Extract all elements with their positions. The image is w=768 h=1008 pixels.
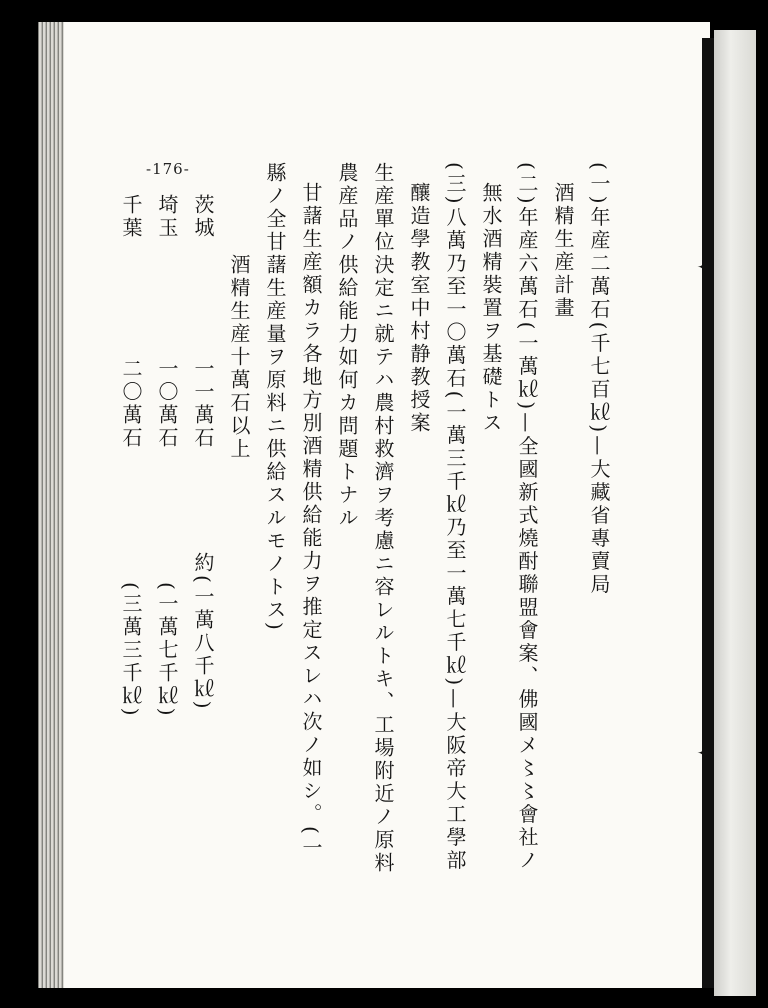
text-column-6: 釀造學教室中村静教授案	[407, 182, 431, 435]
text-column-3: (二)年産六萬石(一萬㎘)—全國新式燒酎聯盟會案、佛國メ〻〻會社ノ	[515, 162, 539, 873]
table-prefecture-chiba: 千葉	[119, 194, 143, 240]
table-prefecture-ibaraki: 茨城	[191, 194, 215, 240]
binding-rod	[702, 38, 714, 988]
page-binding-edge	[38, 22, 64, 988]
text-column-11: 酒精生産十萬石以上	[227, 254, 251, 461]
table-volume-saitama: (一萬七千㎘)	[155, 582, 179, 719]
text-column-8: 農産品ノ供給能力如何カ問題トナル	[335, 162, 359, 530]
table-prefecture-saitama: 埼玉	[155, 194, 179, 240]
table-amount-saitama: 一〇萬石	[155, 358, 179, 450]
table-volume-chiba: (三萬三千㎘)	[119, 582, 143, 719]
text-column-7: 生産單位決定ニ就テハ農村救濟ヲ考慮ニ容レルトキ、工場附近ノ原料	[371, 162, 395, 875]
text-column-10: 縣ノ全甘藷生産量ヲ原料ニ供給スルモノトス)	[263, 162, 287, 633]
text-column-9: 甘藷生産額カラ各地方別酒精供給能力ヲ推定スレハ次ノ如シ。(一	[299, 182, 323, 860]
text-column-5: (三)八萬乃至一〇萬石(一萬三千㎘乃至一萬七千㎘)—大阪帝大工學部	[443, 162, 467, 873]
facing-page-edge	[714, 30, 756, 996]
text-column-2: 酒精生産計畫	[551, 182, 575, 320]
table-amount-chiba: 二〇萬石	[119, 358, 143, 450]
binding-clip-icon: ✦	[696, 255, 714, 279]
table-amount-ibaraki: 一一萬石	[191, 358, 215, 450]
table-volume-ibaraki: 約(一萬八千㎘)	[191, 552, 215, 712]
page-number: -176-	[146, 160, 190, 178]
document-page	[38, 22, 710, 988]
binding-clip-icon: ✦	[696, 741, 714, 765]
text-column-1: (一)年産二萬石(千七百㎘)—大藏省專賣局	[587, 162, 611, 597]
text-column-4: 無水酒精裝置ヲ基礎トス	[479, 182, 503, 435]
